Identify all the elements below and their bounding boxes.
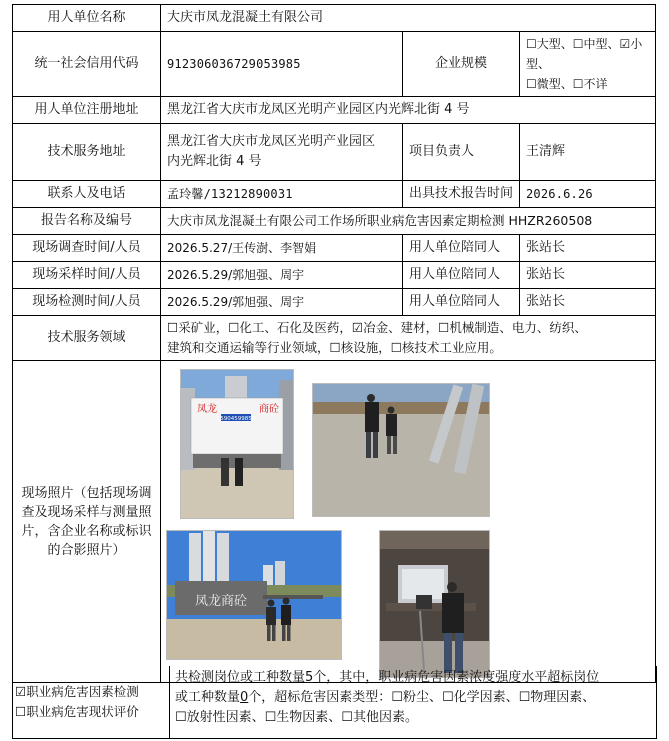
report-name-value: 大庆市凤龙混凝土有限公司工作场所职业病危害因素定期检测 HHZR260508 <box>161 208 656 235</box>
scale-label: 企业规模 <box>403 32 520 97</box>
exceed-count: 0 <box>240 690 249 705</box>
evaluation-section <box>12 666 657 739</box>
testing-value: 2026.5.29/郭旭强、周宇 <box>161 289 403 316</box>
contact-label: 联系人及电话 <box>13 181 161 208</box>
service-domain-label: 技术服务领域 <box>13 316 161 361</box>
testing-escort-name: 张站长 <box>520 289 656 316</box>
sampling-escort-label: 用人单位陪同人 <box>403 262 520 289</box>
employer-name-value: 大庆市凤龙混凝土有限公司 <box>161 5 656 32</box>
project-info-table <box>12 4 656 683</box>
row-sampling <box>13 262 656 289</box>
address-value: 黑龙江省大庆市龙凤区光明产业园区内光辉北街 4 号 <box>161 97 656 124</box>
site-photo-4 <box>379 530 490 678</box>
summary-line1-pre: 共检测岗位或工种数量 <box>175 670 306 685</box>
project-lead-label: 项目负责人 <box>403 124 520 181</box>
contact-value: 孟玲馨/13212890031 <box>161 181 403 208</box>
address-label: 用人单位注册地址 <box>13 97 161 124</box>
report-name-label: 报告名称及编号 <box>13 208 161 235</box>
sampling-value: 2026.5.29/郭旭强、周宇 <box>161 262 403 289</box>
credit-code-label: 统一社会信用代码 <box>13 32 161 97</box>
sampling-label: 现场采样时间/人员 <box>13 262 161 289</box>
photos-area <box>161 361 656 683</box>
scale-line-1: ☐大型、☐中型、☑小型、 <box>526 37 643 71</box>
scale-options <box>520 32 656 97</box>
employer-name-label: 用人单位名称 <box>13 5 161 32</box>
site-photo-1 <box>180 369 294 519</box>
sampling-escort-name: 张站长 <box>520 262 656 289</box>
survey-escort-label: 用人单位陪同人 <box>403 235 520 262</box>
survey-value: 2026.5.27/王传澍、李智娟 <box>161 235 403 262</box>
service-address-value <box>161 124 403 181</box>
testing-escort-label: 用人单位陪同人 <box>403 289 520 316</box>
summary-line1-post: 个，其中，职业病危害因素浓度强度水平超标岗位 <box>313 670 600 685</box>
service-domain-line-1: ☐采矿业，☐化工、石化及医药，☑冶金、建材，☐机械制造、电力、纺织、 <box>167 320 587 335</box>
site-photo-2 <box>312 383 490 517</box>
row-service-address <box>13 124 656 181</box>
service-address-line-1: 黑龙江省大庆市龙凤区光明产业园区 <box>167 134 376 149</box>
row-address <box>13 97 656 124</box>
row-testing <box>13 289 656 316</box>
evaluation-summary <box>175 668 650 728</box>
testing-label: 现场检测时间/人员 <box>13 289 161 316</box>
check-detection: ☑职业病危害因素检测 <box>15 684 139 699</box>
report-time-label: 出具技术报告时间 <box>403 181 520 208</box>
evaluation-type <box>13 666 170 738</box>
photo1-sign-phone: 15904599850 <box>216 416 256 422</box>
service-domain-value <box>161 316 656 361</box>
summary-line-1 <box>175 668 650 688</box>
summary-line2-post: 个，超标危害因素类型：☐粉尘、☐化学因素、☐物理因素、 <box>248 690 596 705</box>
service-address-line-2: 内光辉北街 4 号 <box>167 154 262 169</box>
post-count: 5 <box>305 670 314 685</box>
photo1-sign-right: 商砼 <box>259 404 279 415</box>
project-lead-value: 王清辉 <box>520 124 656 181</box>
summary-line-2 <box>175 688 650 708</box>
service-domain-line-2: 建筑和交通运输等行业领域，☐核设施，☐核技术工业应用。 <box>167 340 502 355</box>
service-address-label: 技术服务地址 <box>13 124 161 181</box>
summary-line2-pre: 或工种数量 <box>175 690 241 705</box>
credit-code-value: 912306036729053985 <box>161 32 403 97</box>
scale-line-2: ☐微型、☐不详 <box>526 77 608 91</box>
row-photos <box>13 361 656 683</box>
photos-label: 现场照片（包括现场调查及现场采样与测量照片，含企业名称或标识的合影照片） <box>13 361 161 683</box>
row-contact <box>13 181 656 208</box>
survey-label: 现场调查时间/人员 <box>13 235 161 262</box>
site-photo-3 <box>166 530 342 660</box>
row-service-domain <box>13 316 656 361</box>
summary-line-3: ☐放射性因素、☐生物因素、☐其他因素。 <box>175 710 418 725</box>
check-status-evaluation: ☐职业病危害现状评价 <box>15 704 139 719</box>
survey-escort-name: 张站长 <box>520 235 656 262</box>
row-report-name <box>13 208 656 235</box>
row-employer-name <box>13 5 656 32</box>
photo3-sign: 凤龙商砼 <box>194 594 248 609</box>
photo1-sign-left: 凤龙 <box>197 404 217 415</box>
report-time-value: 2026.6.26 <box>520 181 656 208</box>
row-credit-code <box>13 32 656 97</box>
row-survey <box>13 235 656 262</box>
